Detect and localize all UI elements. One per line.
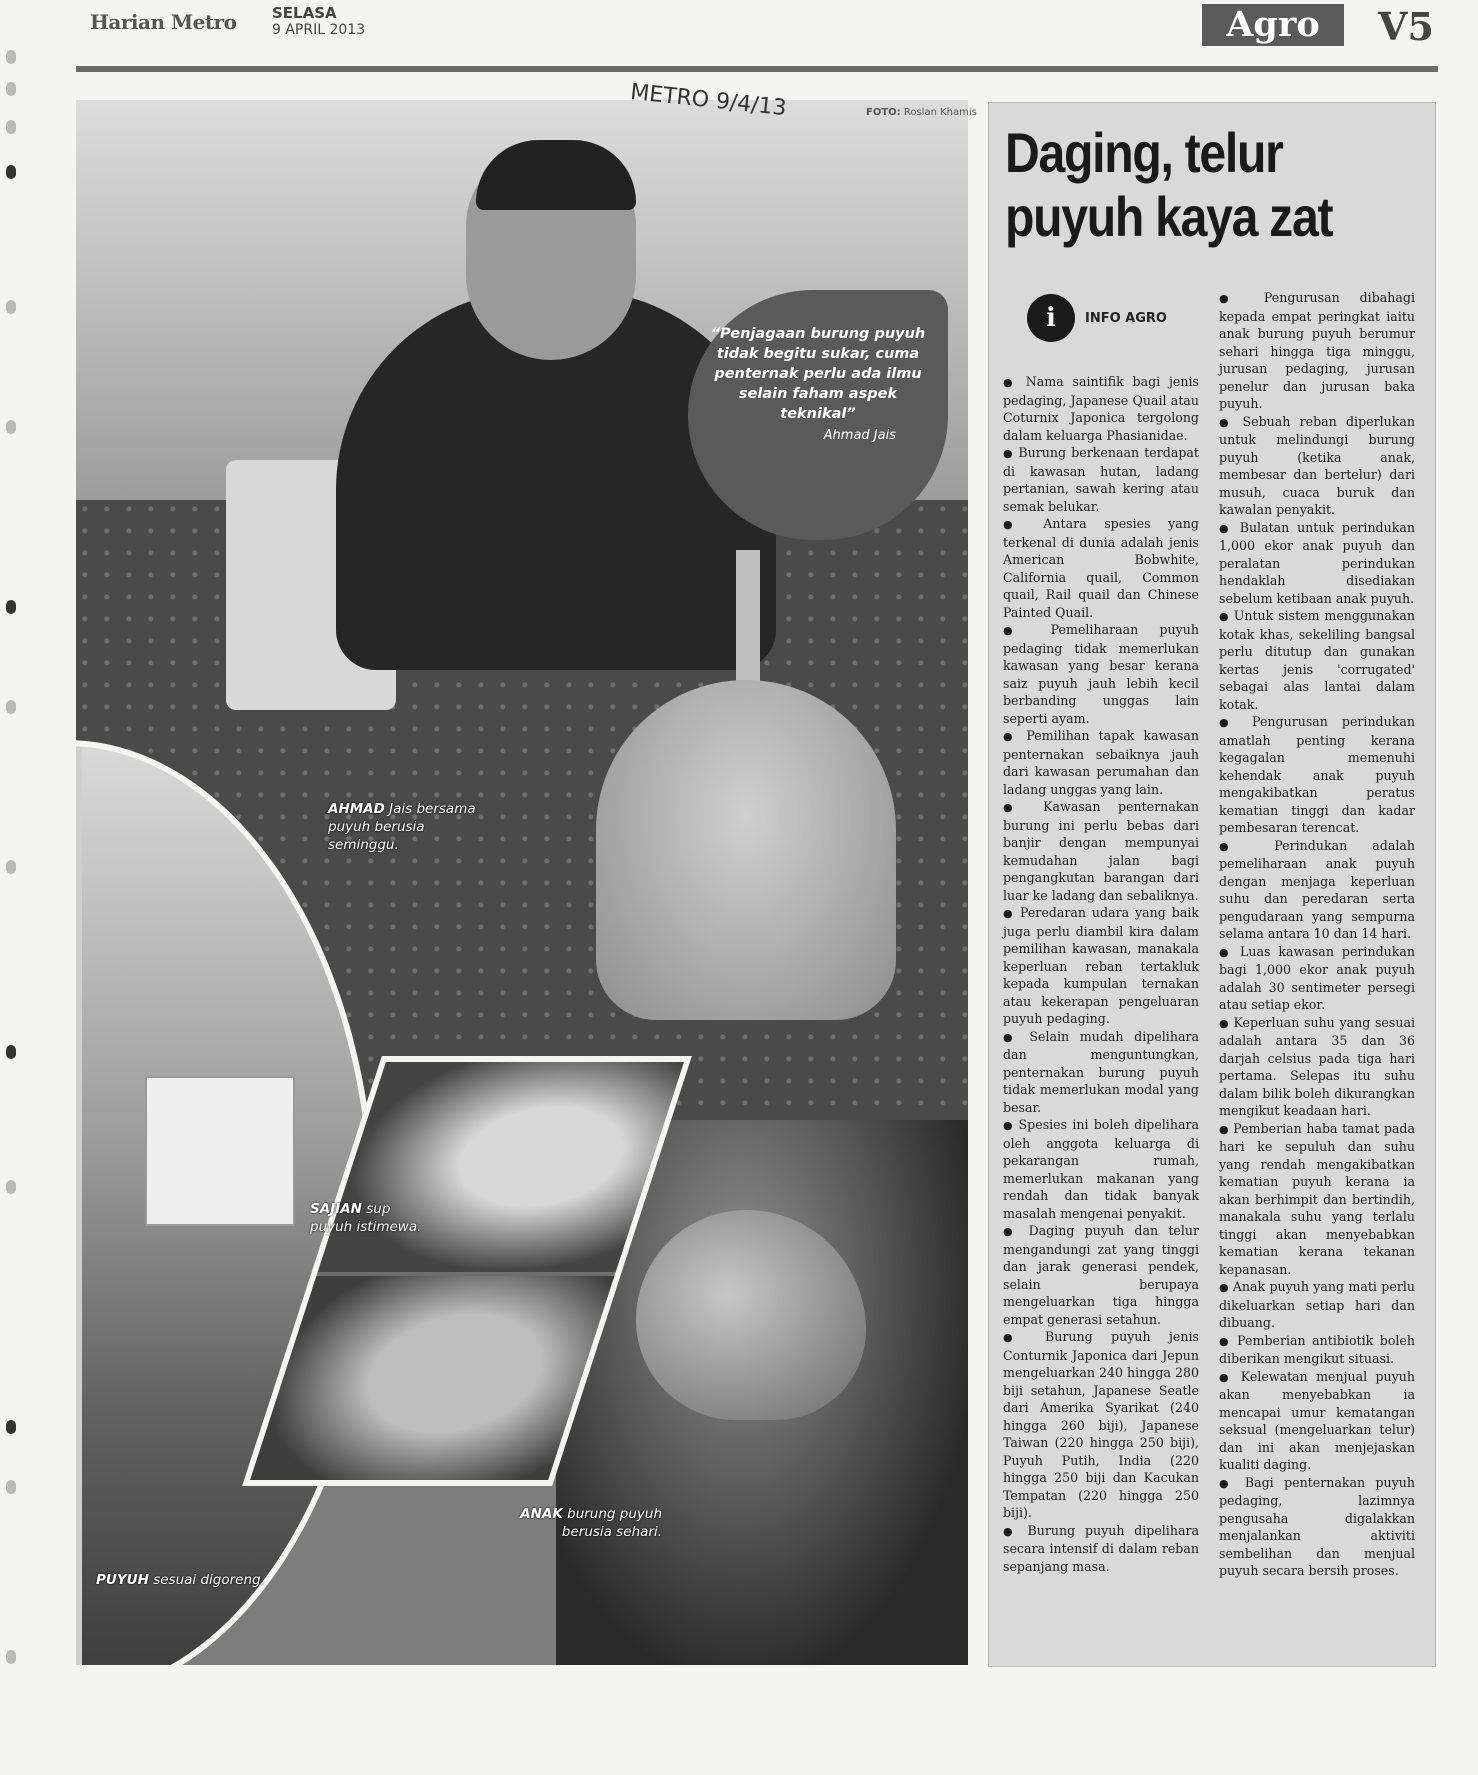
photo-credit: FOTO: Roslan Khamis xyxy=(866,107,977,118)
article-paragraph: ● Nama saintifik bagi jenis pedaging, Japanese Quail atau Coturnix Japonica tergolong dalam keluarga Phasianidae. xyxy=(1003,373,1199,444)
article-column-right xyxy=(1219,289,1415,1580)
product-pack-image xyxy=(145,1076,295,1226)
article-paragraph: ● Perindukan adalah pemeliharaan anak puyuh dengan menjaga keperluan suhu dan peredaran serta pengudaraan yang sempurna selama antara 10 dan 14 hari. xyxy=(1219,837,1415,943)
caption-ahmad: AHMAD Jais bersama puyuh berusia seminggu. xyxy=(328,801,476,853)
info-agro-label: INFO AGRO xyxy=(1085,310,1167,326)
pull-quote-text: “Penjagaan burung puyuh tidak begitu sukar, cuma penternak perlu ada ilmu selain faham aspek teknikal” xyxy=(710,326,926,422)
article-paragraph: ● Pemberian antibiotik boleh diberikan mengikut situasi. xyxy=(1219,1332,1415,1368)
article-paragraph: ● Burung berkenaan terdapat di kawasan hutan, ladang pertanian, sawah kering atau semak belukar. xyxy=(1003,444,1199,515)
article-paragraph: ● Pengurusan dibahagi kepada empat peringkat iaitu anak burung puyuh berumur sehari hingga tiga minggu, jurusan pedaging, jurusan penelur dan jurusan baka puyuh. xyxy=(1219,289,1415,413)
article-column-left xyxy=(1003,373,1199,1575)
handwritten-note: METRO 9/4/13 xyxy=(629,79,788,122)
article-paragraph: ● Bulatan untuk perindukan 1,000 ekor anak puyuh dan peralatan perindukan hendaklah disediakan sebelum ketibaan anak puyuh. xyxy=(1219,519,1415,608)
issue-day: SELASA xyxy=(272,4,337,22)
binder-holes xyxy=(0,0,22,1775)
pull-quote-author: Ahmad Jais xyxy=(823,428,896,443)
caption-anak: ANAK burung puyuh berusia sehari. xyxy=(520,1506,662,1540)
article-paragraph: ● Pemberian haba tamat pada hari ke sepuluh dan suhu yang rendah mengakibatkan kematian puyuh kerana ia akan berhimpit dan bertindih, manakala suhu yang terlalu tinggi akan menyebabkan kematian kerana tekanan kepanasan. xyxy=(1219,1120,1415,1279)
article-paragraph: ● Selain mudah dipelihara dan menguntungkan, penternakan burung puyuh tidak memerlukan modal yang besar. xyxy=(1003,1028,1199,1117)
section-badge: Agro xyxy=(1202,4,1344,46)
newspaper-masthead: Harian Metro xyxy=(90,10,237,34)
info-icon: i xyxy=(1027,294,1075,342)
issue-date: 9 APRIL 2013 xyxy=(272,22,366,38)
article-paragraph: ● Pemeliharaan puyuh pedaging tidak memerlukan kawasan yang besar kerana saiz puyuh jauh lebih kecil berbanding unggas lain seperti ayam. xyxy=(1003,621,1199,727)
article-headline: Daging, telur puyuh kaya zat xyxy=(1005,121,1333,248)
date-block xyxy=(272,4,365,38)
article-paragraph: ● Anak puyuh yang mati perlu dikeluarkan setiap hari dan dibuang. xyxy=(1219,1278,1415,1332)
page-number: V5 xyxy=(1378,4,1434,49)
info-agro-tag xyxy=(1027,293,1167,343)
caption-sajian: SAJIAN sup puyuh istimewa. xyxy=(310,1201,422,1235)
header-rule xyxy=(76,66,1438,72)
article-panel xyxy=(988,102,1436,1667)
article-paragraph: ● Spesies ini boleh dipelihara oleh anggota keluarga di pekarangan rumah, memerlukan makanan yang rendah dan tidak banyak masalah mengenai penyakit. xyxy=(1003,1116,1199,1222)
article-paragraph: ● Kawasan penternakan burung ini perlu bebas dari banjir dengan mempunyai kemudahan jalan bagi pengangkutan barangan dari luar ke ladang dan sebaliknya. xyxy=(1003,798,1199,904)
article-paragraph: ● Kelewatan menjual puyuh akan menyebabkan ia mencapai umur kematangan seksual (mengeluarkan telur) dan ini akan menjejaskan kualiti daging. xyxy=(1219,1368,1415,1474)
page-header xyxy=(90,4,1450,49)
caption-puyuh: PUYUH sesuai digoreng. xyxy=(96,1572,265,1588)
article-paragraph: ● Untuk sistem menggunakan kotak khas, sekeliling bangsal perlu ditutup dan gunakan kertas jenis 'corrugated' sebagai alas lantai dalam kotak. xyxy=(1219,607,1415,713)
article-paragraph: ● Keperluan suhu yang sesuai adalah antara 35 dan 36 darjah celsius pada tiga hari pertama. Selepas itu suhu dalam bilik boleh dikurangkan mengikut keadaan hari. xyxy=(1219,1014,1415,1120)
article-paragraph: ● Pengurusan perindukan amatlah penting kerana kegagalan memenuhi kehendak anak puyuh mengakibatkan peratus kematian tinggi dan kadar pembesaran terencat. xyxy=(1219,713,1415,837)
article-paragraph: ● Burung puyuh dipelihara secara intensif di dalam reban sepanjang masa. xyxy=(1003,1522,1199,1576)
article-paragraph: ● Peredaran udara yang baik juga perlu diambil kira dalam pemilihan kawasan, manakala keperluan reban tertakluk kepada kumpulan ternakan atau kekerapan pengeluaran puyuh pedaging. xyxy=(1003,904,1199,1028)
article-paragraph: ● Sebuah reban diperlukan untuk melindungi burung puyuh (ketika anak, membesar dan bertelur) dari musuh, cuaca buruk dan kawalan penyakit. xyxy=(1219,413,1415,519)
pull-quote xyxy=(688,290,948,540)
article-paragraph: ● Antara spesies yang terkenal di dunia adalah jenis American Bobwhite, California quail, Common quail, Rail quail dan Chinese Painted Quail. xyxy=(1003,515,1199,621)
article-paragraph: ● Burung puyuh jenis Conturnik Japonica dari Jepun mengeluarkan 240 hingga 280 biji setahun, Japanese Seatle dari Amerika Syarikat (240 hingga 260 biji), Japanese Taiwan (220 hingga 250 biji), Puyuh Putih, India (220 hingga 250 biji dan Kacukan Tempatan (220 hingga 250 biji). xyxy=(1003,1328,1199,1522)
article-paragraph: ● Bagi penternakan puyuh pedaging, lazimnya pengusaha digalakkan menjalankan aktiviti sembelihan dan menjual puyuh secara bersih proses. xyxy=(1219,1474,1415,1580)
article-paragraph: ● Luas kawasan perindukan bagi 1,000 ekor anak puyuh adalah 30 sentimeter persegi atau setiap ekor. xyxy=(1219,943,1415,1014)
photo-collage xyxy=(76,100,968,1665)
article-paragraph: ● Pemilihan tapak kawasan penternakan sebaiknya jauh dari kawasan perumahan dan ladang unggas yang lain. xyxy=(1003,727,1199,798)
article-paragraph: ● Daging puyuh dan telur mengandungi zat yang tinggi dan jarak generasi pendek, selain berupaya mengeluarkan tiga hingga empat generasi setahun. xyxy=(1003,1222,1199,1328)
